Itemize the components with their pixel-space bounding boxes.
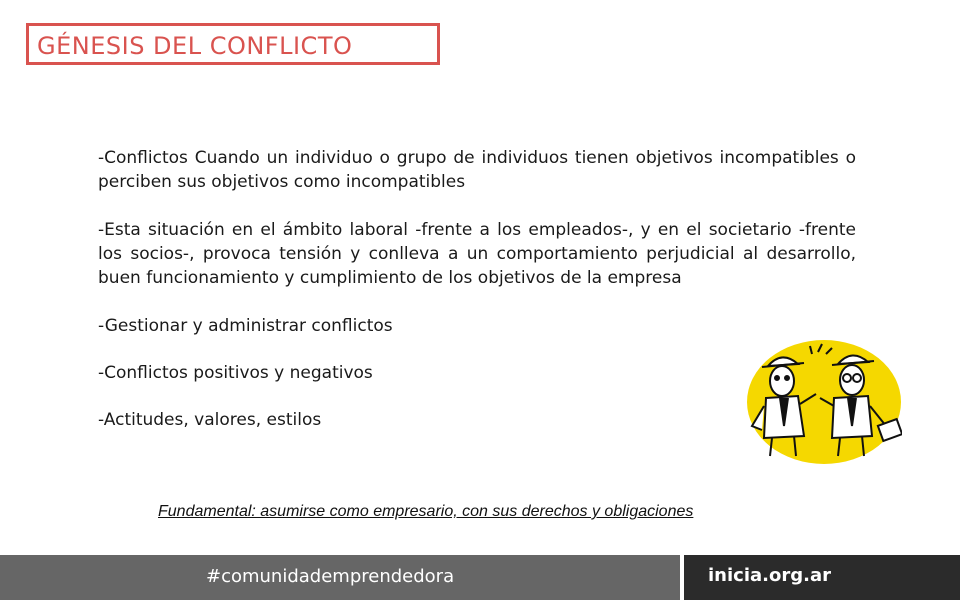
bullet-positivos-negativos: -Conflictos positivos y negativos bbox=[98, 363, 373, 383]
paragraph-situacion: -Esta situación en el ámbito laboral -frente a los empleados-, y en el societario -frente los socios-, provoca tensión y conlleva a un comportamiento perjudicial al desarrollo, buen funcionamiento y cumplimiento de los objetivos de la empresa bbox=[98, 220, 856, 288]
two-detectives-illustration bbox=[746, 336, 902, 464]
footer-hashtag: #comunidademprendedora bbox=[206, 566, 455, 587]
slide-content bbox=[98, 146, 856, 455]
slide-title-box bbox=[26, 23, 440, 65]
fundamental-note: Fundamental: asumirse como empresario, con sus derechos y obligaciones bbox=[158, 503, 694, 520]
slide-title: GÉNESIS DEL CONFLICTO bbox=[37, 32, 353, 60]
bullet-gestionar: -Gestionar y administrar conflictos bbox=[98, 316, 393, 336]
footer-website-link[interactable]: inicia.org.ar bbox=[708, 565, 831, 586]
footer-hashtag-bar bbox=[0, 555, 680, 600]
footer-website-bar[interactable] bbox=[684, 555, 960, 600]
bullet-actitudes: -Actitudes, valores, estilos bbox=[98, 410, 322, 430]
paragraph-conflictos: -Conflictos Cuando un individuo o grupo de individuos tienen objetivos incompatibles o perciben sus objetivos como incompatibles bbox=[98, 148, 856, 192]
